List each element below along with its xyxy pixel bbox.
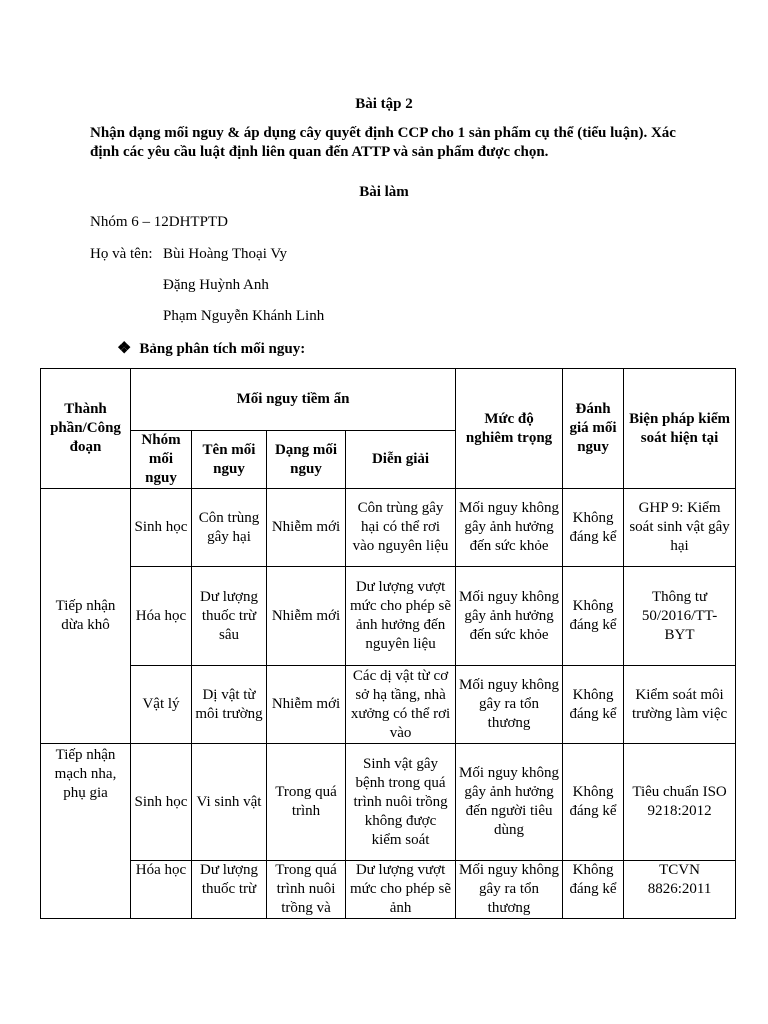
- hazard-group-cell: Sinh học: [131, 489, 192, 567]
- member-name: Phạm Nguyễn Khánh Linh: [163, 308, 325, 324]
- assessment-cell: Không đáng kể: [563, 861, 624, 919]
- explanation-text: Côn trùng gây hại có thể rơi vào nguyên liệu: [352, 500, 449, 554]
- hazard-name-cell: Dị vật từ môi trường: [192, 666, 267, 744]
- hazard-group-cell: Sinh học: [131, 744, 192, 861]
- control-cell: GHP 9: Kiểm soát sinh vật gây hại: [624, 489, 736, 567]
- hazard-group-cell: Hóa học: [131, 861, 192, 919]
- hazard-name-cell: Dư lượng thuốc trừ sâu: [192, 567, 267, 666]
- member-name: Bùi Hoàng Thoại Vy: [163, 246, 288, 262]
- stage-cell: Tiếp nhận dừa khô: [41, 489, 131, 744]
- header-explanation: Diễn giải: [346, 431, 456, 489]
- names-label: Họ và tên:: [90, 246, 153, 262]
- control-cell: Kiểm soát môi trường làm việc: [624, 666, 736, 744]
- table-row: [41, 744, 736, 861]
- section-heading-text: Bảng phân tích mối nguy:: [139, 341, 306, 357]
- stage-cell: Tiếp nhận mạch nha, phụ gia: [41, 744, 131, 919]
- answer-title: Bài làm: [359, 184, 409, 200]
- explanation-cell: Dư lượng vượt mức cho phép sẽ ảnh: [346, 861, 456, 919]
- explanation-text: Các dị vật từ cơ sở hạ tầng, nhà xưởng có thể rơi vào: [350, 667, 451, 741]
- header-hazard-group: Nhóm mối nguy: [131, 431, 192, 489]
- assessment-cell: Không đáng kể: [563, 744, 624, 861]
- control-cell: Thông tư 50/2016/TT-BYT: [624, 567, 736, 666]
- group-label: Nhóm 6 – 12DHTPTD: [90, 214, 228, 230]
- diamond-bullet-icon: ❖: [117, 340, 132, 357]
- table-row: [41, 666, 736, 744]
- header-hazard-name: Tên mối nguy: [192, 431, 267, 489]
- header-hazard-form: Dạng mối nguy: [267, 431, 346, 489]
- table-row: [41, 861, 736, 919]
- hazard-form-cell: Trong quá trình nuôi trồng và: [267, 861, 346, 919]
- header-assessment: Đánh giá mối nguy: [563, 369, 624, 489]
- hazard-name-cell: Vi sinh vật: [192, 744, 267, 861]
- hazard-name-cell: Dư lượng thuốc trừ: [192, 861, 267, 919]
- severity-cell: Mối nguy không gây ra tổn thương: [456, 666, 563, 744]
- table-row: [41, 489, 736, 567]
- assessment-cell: Không đáng kể: [563, 666, 624, 744]
- assessment-cell: Không đáng kể: [563, 489, 624, 567]
- header-control: Biện pháp kiểm soát hiện tại: [624, 369, 736, 489]
- explanation-cell: [346, 567, 456, 666]
- hazard-form-cell: Nhiễm mới: [267, 567, 346, 666]
- header-stage: Thành phần/Công đoạn: [41, 369, 131, 489]
- hazard-name-cell: Côn trùng gây hại: [192, 489, 267, 567]
- header-severity: Mức độ nghiêm trọng: [456, 369, 563, 489]
- explanation-cell: Sinh vật gây bệnh trong quá trình nuôi trồng không được kiểm soát: [346, 744, 456, 861]
- hazard-group-cell: Hóa học: [131, 567, 192, 666]
- table-row: [41, 567, 736, 666]
- hazard-analysis-table: [40, 368, 736, 919]
- header-potential-hazard: Mối nguy tiềm ẩn: [131, 369, 456, 431]
- member-name: Đặng Huỳnh Anh: [163, 277, 269, 293]
- severity-cell: Mối nguy không gây ra tổn thương: [456, 861, 563, 919]
- page-title: Bài tập 2: [355, 96, 413, 112]
- assessment-cell: Không đáng kể: [563, 567, 624, 666]
- hazard-group-cell: Vật lý: [131, 666, 192, 744]
- explanation-cell: [346, 489, 456, 567]
- severity-cell: Mối nguy không gây ảnh hưởng đến người tiêu dùng: [456, 744, 563, 861]
- control-cell: Tiêu chuẩn ISO 9218:2012: [624, 744, 736, 861]
- header-row: [41, 369, 736, 431]
- explanation-text: Dư lượng vượt mức cho phép sẽ ảnh hưởng đến nguyên liệu: [350, 579, 452, 652]
- control-cell: TCVN 8826:2011: [624, 861, 736, 919]
- hazard-form-cell: Nhiễm mới: [267, 666, 346, 744]
- task-description: Nhận dạng mối nguy & áp dụng cây quyết định CCP cho 1 sản phẩm cụ thể (tiểu luận). Xác định các yêu cầu luật định liên quan đến ATTP và sản phẩm được chọn.: [90, 125, 676, 160]
- section-heading: [117, 339, 305, 359]
- severity-text: Mối nguy không gây ảnh hưởng đến sức khỏe: [459, 500, 560, 554]
- severity-cell: Mối nguy không gây ảnh hưởng đến sức khỏe: [456, 567, 563, 666]
- explanation-cell: [346, 666, 456, 744]
- hazard-form-cell: Trong quá trình: [267, 744, 346, 861]
- hazard-form-cell: Nhiễm mới: [267, 489, 346, 567]
- severity-cell: [456, 489, 563, 567]
